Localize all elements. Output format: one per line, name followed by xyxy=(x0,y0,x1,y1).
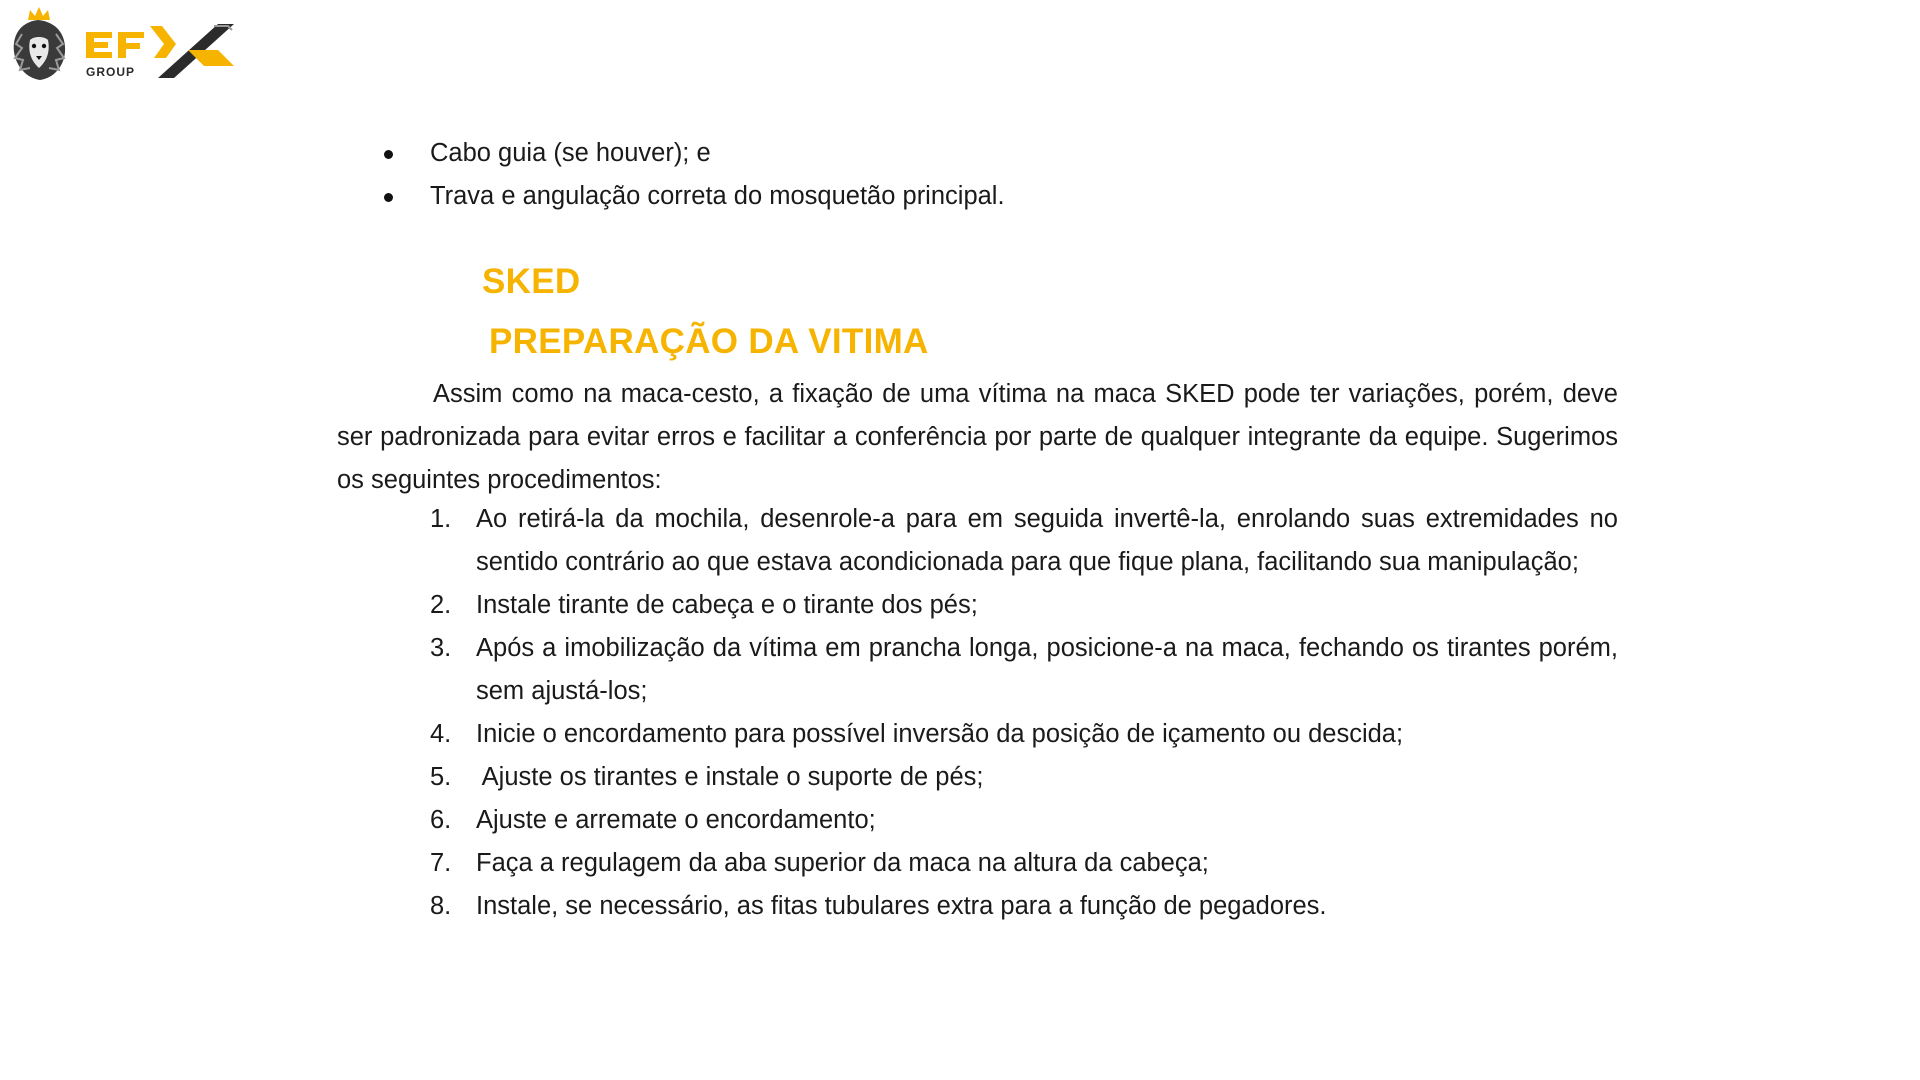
step-number: 2. xyxy=(430,591,452,619)
step-number: 7. xyxy=(430,849,452,877)
step-number: 1. xyxy=(430,505,452,533)
intro-paragraph: Assim como na maca-cesto, a fixação de uma vítima na maca SKED pode ter variações, porém, deve ser padronizada para evitar erros e facilitar a conferência por parte de qualquer integrante da equipe. Sugerimos os seguintes procedimentos: xyxy=(337,380,1618,494)
lion-logo-icon xyxy=(8,4,240,84)
step-text: Após a imobilização da vítima em prancha longa, posicione-a na maca, fechando os tirantes porém, sem ajustá-los; xyxy=(476,634,1618,705)
step-number: 8. xyxy=(430,892,452,920)
company-logo xyxy=(8,4,240,84)
step-number: 3. xyxy=(430,634,452,662)
procedure-step xyxy=(430,756,1618,799)
step-text: Instale, se necessário, as fitas tubulares extra para a função de pegadores. xyxy=(476,892,1327,920)
step-text: Inicie o encordamento para possível inversão da posição de içamento ou descida; xyxy=(476,720,1404,748)
procedure-step xyxy=(430,584,1618,627)
step-text: Ao retirá-la da mochila, desenrole-a para em seguida invertê-la, enrolando suas extremidades no sentido contrário ao que estava acondicionada para que fique plana, facilitando sua manipulação; xyxy=(476,505,1618,576)
bullet-item xyxy=(380,175,1005,218)
logo-subtext: GROUP xyxy=(86,65,136,79)
section-heading-sked: SKED xyxy=(482,262,581,301)
bullet-dot-icon xyxy=(384,193,393,202)
procedure-list xyxy=(430,498,1618,928)
section-heading-preparation: PREPARAÇÃO DA VITIMA xyxy=(489,322,929,361)
procedure-step xyxy=(430,713,1618,756)
procedure-step xyxy=(430,885,1618,928)
step-text: Instale tirante de cabeça e o tirante dos pés; xyxy=(476,591,978,619)
step-number: 4. xyxy=(430,720,452,748)
bullet-text: Trava e angulação correta do mosquetão principal. xyxy=(430,182,1005,210)
step-text: Faça a regulagem da aba superior da maca na altura da cabeça; xyxy=(476,849,1209,877)
step-number: 6. xyxy=(430,806,452,834)
bullet-list xyxy=(380,132,1005,218)
step-text: Ajuste os tirantes e instale o suporte de pés; xyxy=(476,763,984,791)
bullet-text: Cabo guia (se houver); e xyxy=(430,139,711,167)
bullet-dot-icon xyxy=(384,150,393,159)
step-number: 5. xyxy=(430,763,452,791)
procedure-step xyxy=(430,799,1618,842)
procedure-step xyxy=(430,498,1618,584)
procedure-step xyxy=(430,842,1618,885)
bullet-item xyxy=(380,132,1005,175)
procedure-step xyxy=(430,627,1618,713)
step-text: Ajuste e arremate o encordamento; xyxy=(476,806,876,834)
